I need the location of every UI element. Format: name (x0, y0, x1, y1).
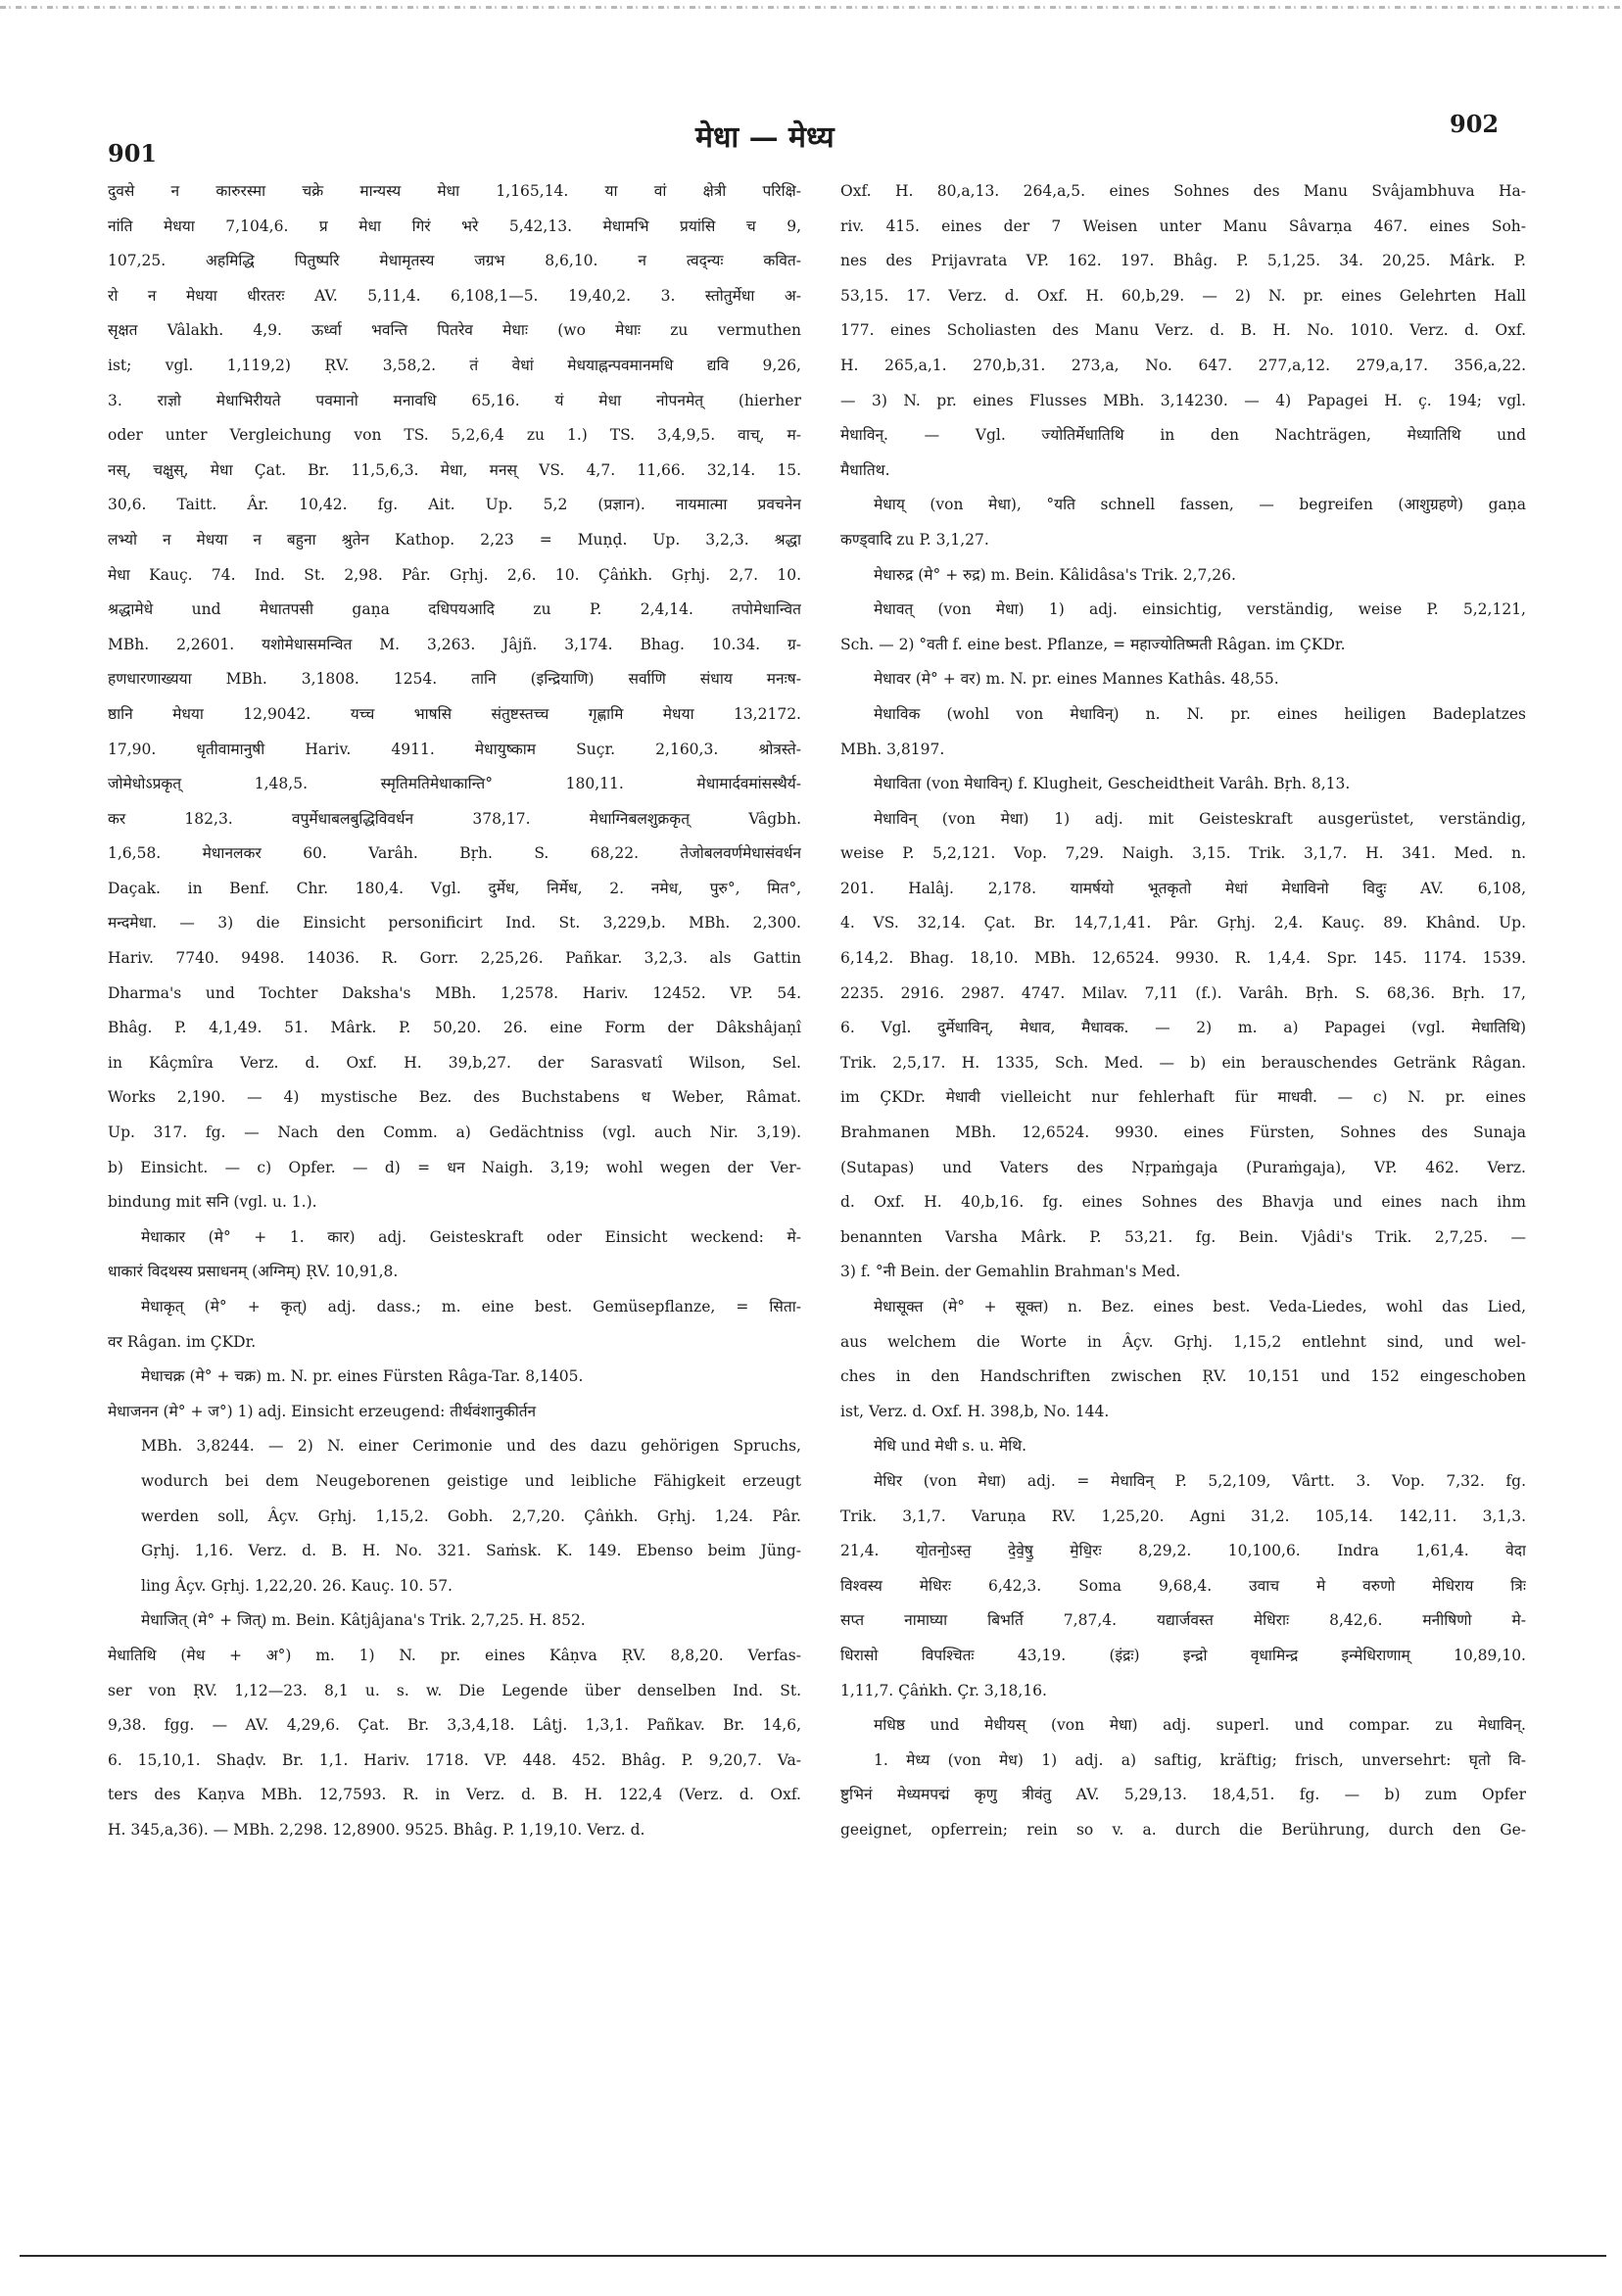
text-line: Bhâg. P. 4,1,49. 51. Mârk. P. 50,20. 26. eine Form der Dâkshâjaṇî (108, 1019, 801, 1037)
text-line: Brahmanen MBh. 12,6524. 9930. eines Fürsten, Sohnes des Sunaja (840, 1124, 1526, 1142)
text-line: नस्, चक्षुस्, मेधा Çat. Br. 11,5,6,3. मेधा, मनस् VS. 4,7. 11,66. 32,14. 15. (108, 460, 801, 479)
text-line: मेधारुद्र (मे° + रुद्र) m. Bein. Kâlidâsa's Trik. 2,7,26. (874, 565, 1236, 584)
text-line: धिरासो विपश्चितः 43,19. (इंद्रः) इन्द्रो वृधामिन्द्र इन्मेधिराणाम् 10,89,10. (840, 1646, 1526, 1664)
running-head (0, 110, 1622, 167)
text-line: मेधाविक (wohl von मेधाविन्) n. N. pr. eines heiligen Badeplatzes (874, 704, 1526, 723)
text-line: 1,11,7. Çâṅkh. Çr. 3,18,16. (840, 1681, 1047, 1699)
text-line: 1,6,58. मेधानलकर 60. Varâh. Bṛh. S. 68,22. तेजोबलवर्णमेधासंवर्धन (108, 844, 801, 863)
text-line: 3. राज्ञो मेधाभिरीयते पवमानो मनावधि 65,16. यं मेधा नोपनमेत् (hierher (108, 391, 801, 409)
text-line: weise P. 5,2,121. Vop. 7,29. Naigh. 3,15. Trik. 3,1,7. H. 341. Med. n. (840, 844, 1526, 863)
text-line: Up. 317. fg. — Nach den Comm. a) Gedächtniss (vgl. auch Nir. 3,19). (108, 1124, 801, 1142)
text-line: 30,6. Taitt. Âr. 10,42. fg. Ait. Up. 5,2 (प्रज्ञान). नायमात्मा प्रवचनेन (108, 496, 801, 514)
text-line: मेधा Kauç. 74. Ind. St. 2,98. Pâr. Gṛhj. 2,6. 10. Çâṅkh. Gṛhj. 2,7. 10. (108, 565, 801, 584)
right-column (840, 174, 1526, 1848)
text-line: 3) f. °नी Bein. der Gemahlin Brahman's Med. (840, 1263, 1181, 1281)
text-line: 4. VS. 32,14. Çat. Br. 14,7,1,41. Pâr. Gṛhj. 2,4. Kauç. 89. Khând. Up. (840, 914, 1526, 933)
text-line: 1. मेध्य (von मेध) 1) adj. a) saftig, kräftig; frisch, unversehrt: घृतो वि- (874, 1750, 1526, 1769)
text-line: d. Oxf. H. 40,b,16. fg. eines Sohnes des Bhavja und eines nach ihm (840, 1193, 1526, 1212)
text-line: मेधाचक्र (मे° + चक्र) m. N. pr. eines Fürsten Râga-Tar. 8,1405. (141, 1367, 584, 1386)
text-line: H. 345,a,36). — MBh. 2,298. 12,8900. 9525. Bhâg. P. 1,19,10. Verz. d. (108, 1820, 645, 1839)
text-line: MBh. 2,2601. यशोमेधासमन्वित M. 3,263. Jâjñ. 3,174. Bhag. 10.34. ग्र- (108, 635, 801, 653)
text-line: Trik. 2,5,17. H. 1335, Sch. Med. — b) ein berauschendes Getränk Râgan. (840, 1053, 1526, 1072)
text-line: 201. Halâj. 2,178. यामर्षयो भूतकृतो मेधां मेधाविनो विदुः AV. 6,108, (840, 879, 1526, 897)
text-line: मैधातिथ. (840, 460, 890, 479)
text-line: मेधि und मेधी s. u. मेथि. (874, 1437, 1027, 1456)
text-line: Works 2,190. — 4) mystische Bez. des Buchstabens ध Weber, Râmat. (108, 1088, 801, 1107)
text-line: 177. eines Scholiasten des Manu Verz. d. B. H. No. 1010. Verz. d. Oxf. (840, 321, 1526, 340)
text-line: धाकारं विदथस्य प्रसाधनम् (अग्निम्) ṚV. 10,91,8. (108, 1263, 399, 1281)
text-line: ches in den Handschriften zwischen ṚV. 10,151 und 152 eingeschoben (840, 1367, 1526, 1386)
text-line: मेधाय् (von मेधा), °यति schnell fassen, — begreifen (आशुग्रहणे) gaṇa (874, 496, 1526, 514)
text-line: मेधाविन् (von मेधा) 1) adj. mit Geisteskraft ausgerüstet, verständig, (874, 809, 1526, 828)
text-line: सृक्षत Vâlakh. 4,9. ऊर्ध्वा भवन्ति पितरेव मेधाः (wo मेधाः zu vermuthen (108, 321, 801, 340)
text-line: ist; vgl. 1,119,2) ṚV. 3,58,2. तं वेधां मेधयाह्नन्पवमानमधि द्यवि 9,26, (108, 356, 801, 374)
text-line: (Sutapas) und Vaters des Nṛpaṁgaja (Puraṁgaja), VP. 462. Verz. (840, 1158, 1526, 1176)
text-line: Sch. — 2) °वती f. eine best. Pflanze, = महाज्योतिष्मती Râgan. im ÇKDr. (840, 635, 1346, 653)
text-line: ling Âçv. Gṛhj. 1,22,20. 26. Kauç. 10. 57. (141, 1576, 453, 1595)
text-line: मन्दमेधा. — 3) die Einsicht personificirt Ind. St. 3,229,b. MBh. 2,300. (108, 914, 801, 933)
text-line: श्रद्धामेधे und मेधातपसी gaṇa दधिपयआदि zu P. 2,4,14. तपोमेधान्वित (108, 600, 801, 619)
text-line: oder unter Vergleichung von TS. 5,2,6,4 zu 1.) TS. 3,4,9,5. वाच्, म- (108, 426, 801, 445)
text-line: 53,15. 17. Verz. d. Oxf. H. 60,b,29. — 2) N. pr. eines Gelehrten Hall (840, 286, 1526, 305)
text-line: मेधावर (मे° + वर) m. N. pr. eines Mannes Kathâs. 48,55. (874, 670, 1279, 689)
text-line: कर 182,3. वपुर्मेधाबलबुद्धिविवर्धन 378,17. मेधाग्निबलशुक्रकृत् Vâgbh. (108, 809, 801, 828)
text-line: मेधाजित् (मे° + जित्) m. Bein. Kâtjâjana's Trik. 2,7,25. H. 852. (141, 1611, 586, 1630)
text-line: कण्ड्वादि zu P. 3,1,27. (840, 530, 989, 549)
text-line: मेधावत् (von मेधा) 1) adj. einsichtig, verständig, weise P. 5,2,121, (874, 600, 1526, 619)
text-line: लभ्यो न मेधया न बहुना श्रुतेन Kathop. 2,23 = Muṇḍ. Up. 3,2,3. श्रद्धा (108, 530, 801, 549)
text-line: 21,4. यो॒तनो॒ऽस्त॒ दे॒वे॒षु॒ मे॒धि॒रः 8,29,2. 10,100,6. Indra 1,61,4. वेदा (840, 1542, 1526, 1560)
text-line: मेधाकृत् (मे° + कृत्) adj. dass.; m. eine best. Gemüsepflanze, = सिता- (141, 1298, 801, 1315)
text-line: benannten Varsha Mârk. P. 53,21. fg. Bein. Vjâdi's Trik. 2,7,25. — (840, 1227, 1526, 1246)
text-line: नांति मेधया 7,104,6. प्र मेधा गिरं भरे 5,42,13. मेधामभि प्रयांसि च 9, (108, 216, 801, 235)
text-line: 17,90. धृतीवामानुषी Hariv. 4911. मेधायुष्काम Suçr. 2,160,3. श्रोत्रस्ते- (108, 740, 801, 758)
text-line: geeignet, opferrein; rein so v. a. durch die Berührung, durch den Ge- (840, 1820, 1526, 1839)
text-line: 6. Vgl. दुर्मेधाविन्, मेधाव, मैधावक. — 2) m. a) Papagei (vgl. मेधातिथि) (840, 1019, 1526, 1037)
text-line: मधिष्ठ und मेधीयस् (von मेधा) adj. superl. und compar. zu मेधाविन्. (874, 1716, 1526, 1735)
text-line: Daçak. in Benf. Chr. 180,4. Vgl. दुर्मेध, निर्मेध, 2. नमेध, पुरु°, मित°, (108, 879, 801, 897)
text-line: in Kâçmîra Verz. d. Oxf. H. 39,b,27. der Sarasvatî Wilson, Sel. (108, 1053, 801, 1072)
text-line: 6,14,2. Bhag. 18,10. MBh. 12,6524. 9930. R. 1,4,4. Spr. 145. 1174. 1539. (840, 949, 1526, 968)
text-line: ष्ठानि मेधया 12,9042. यच्च भाषसि संतुष्टस्तच्च गृह्णामि मेधया 13,2172. (108, 704, 801, 723)
text-line: — 3) N. pr. eines Flusses MBh. 3,14230. — 4) Papagei H. ç. 194; vgl. (840, 391, 1526, 409)
text-line: हणधारणाख्यया MBh. 3,1808. 1254. तानि (इन्द्रियाणि) सर्वाणि संधाय मनःष- (108, 670, 801, 689)
text-line: सप्त नामाघ्या बिभर्ति 7,87,4. यद्यार्जवस्त मेधिराः 8,42,6. मनीषिणो मे- (840, 1611, 1526, 1630)
page-number-left: 901 (108, 139, 158, 167)
page-title: मेधा — मेध्य (695, 120, 835, 155)
text-line: im ÇKDr. मेधावी vielleicht nur fehlerhaft für माधवी. — c) N. pr. eines (840, 1088, 1526, 1107)
text-line: riv. 415. eines der 7 Weisen unter Manu Sâvarṇa 467. eines Soh- (840, 216, 1526, 235)
text-line: मेधाविन्. — Vgl. ज्योतिर्मेधातिथि in den Nachträgen, मेध्यातिथि und (840, 426, 1526, 445)
text-line: 107,25. अहमिद्धि पितुष्परि मेधामृतस्य जग्रभ 8,6,10. न त्वद्न्यः कवित- (108, 252, 801, 270)
text-line: Oxf. H. 80,a,13. 264,a,5. eines Sohnes des Manu Svâjambhuva Ha- (840, 182, 1526, 200)
text-line: werden soll, Âçv. Gṛhj. 1,15,2. Gobh. 2,7,20. Çâṅkh. Gṛhj. 1,24. Pâr. (141, 1507, 801, 1525)
scan-edge-artifact (0, 6, 1622, 9)
text-line: MBh. 3,8244. — 2) N. einer Cerimonie und des dazu gehörigen Spruchs, (141, 1437, 801, 1456)
text-line: मेधाजनन (मे° + ज°) 1) adj. Einsicht erzeugend: तीर्थवंशानुकीर्तन (108, 1402, 537, 1420)
text-line: wodurch bei dem Neugeborenen geistige und leibliche Fähigkeit erzeugt (141, 1471, 801, 1490)
text-line: वर Râgan. im ÇKDr. (108, 1332, 257, 1351)
text-line: 2235. 2916. 2987. 4747. Milav. 7,11 (f.). Varâh. Bṛh. S. 68,36. Bṛh. 17, (840, 983, 1526, 1002)
text-line: ist, Verz. d. Oxf. H. 398,b, No. 144. (840, 1402, 1110, 1420)
text-line: दुवसे न कारुरस्मा चक्रे मान्यस्य मेधा 1,165,14. या वां क्षेत्री परिक्षि- (108, 182, 801, 200)
page-number-right: 902 (1450, 110, 1500, 138)
text-line: ters des Kaṇva MBh. 12,7593. R. in Verz. d. B. H. 122,4 (Verz. d. Oxf. (108, 1786, 801, 1804)
text-line: H. 265,a,1. 270,b,31. 273,a, No. 647. 277,a,12. 279,a,17. 356,a,22. (840, 356, 1526, 374)
text-line: bindung mit सनि (vgl. u. 1.). (108, 1193, 317, 1212)
text-line: ser von ṚV. 1,12—23. 8,1 u. s. w. Die Legende über denselben Ind. St. (108, 1681, 801, 1699)
text-line: b) Einsicht. — c) Opfer. — d) = धन Naigh. 3,19; wohl wegen der Ver- (108, 1158, 801, 1176)
text-line: जोमेधोऽप्रकृत् 1,48,5. स्मृतिमतिमेधाकान्ति° 180,11. मेधामार्दवमांसस्थैर्य- (108, 775, 801, 793)
text-line: मेधिर (von मेधा) adj. = मेधाविन् P. 5,2,109, Vârtt. 3. Vop. 7,32. fg. (874, 1471, 1526, 1490)
text-line: nes des Prijavrata VP. 162. 197. Bhâg. P. 5,1,25. 34. 20,25. Mârk. P. (840, 252, 1526, 270)
text-line: मेधाविता (von मेधाविन्) f. Klugheit, Gescheidtheit Varâh. Bṛh. 8,13. (874, 775, 1351, 793)
text-line: मेधातिथि (मेध + अ°) m. 1) N. pr. eines Kâṇva ṚV. 8,8,20. Verfas- (108, 1646, 801, 1664)
text-line: मेधाकार (मे° + 1. कार) adj. Geisteskraft oder Einsicht weckend: मे- (141, 1227, 801, 1246)
bottom-rule (20, 2255, 1606, 2257)
text-line: 9,38. fgg. — AV. 4,29,6. Çat. Br. 3,3,4,18. Lâṭj. 1,3,1. Pañkav. Br. 14,6, (108, 1716, 801, 1735)
text-line: Hariv. 7740. 9498. 14036. R. Gorr. 2,25,26. Pañkar. 3,2,3. als Gattin (108, 949, 801, 968)
text-line: 6. 15,10,1. Shaḍv. Br. 1,1. Hariv. 1718. VP. 448. 452. Bhâg. P. 9,20,7. Va- (108, 1750, 801, 1769)
text-line: ष्टुभिनं मेध्यमपद्मं कृणु त्रीवंतु AV. 5,29,13. 18,4,51. fg. — b) zum Opfer (840, 1786, 1526, 1804)
text-line: MBh. 3,8197. (840, 740, 945, 758)
text-line: Dharma's und Tochter Daksha's MBh. 1,2578. Hariv. 12452. VP. 54. (108, 983, 801, 1002)
text-line: रो न मेधया धीरतरः AV. 5,11,4. 6,108,1—5. 19,40,2. 3. स्तोतुर्मेधा अ- (108, 286, 801, 305)
text-line: Trik. 3,1,7. Varuṇa RV. 1,25,20. Agni 31,2. 105,14. 142,11. 3,1,3. (840, 1507, 1526, 1525)
text-line: aus welchem die Worte in Âçv. Gṛhj. 1,15,2 entlehnt sind, und wel- (840, 1332, 1526, 1351)
left-column (108, 174, 801, 1848)
text-line: विश्वस्य मेधिरः 6,42,3. Soma 9,68,4. उवाच मे वरुणो मेधिराय त्रिः (840, 1576, 1526, 1595)
text-line: Gṛhj. 1,16. Verz. d. B. H. No. 321. Saṁsk. K. 149. Ebenso beim Jüng- (141, 1542, 801, 1560)
text-line: मेधासूक्त (मे° + सूक्त) n. Bez. eines best. Veda-Liedes, wohl das Lied, (874, 1298, 1526, 1315)
